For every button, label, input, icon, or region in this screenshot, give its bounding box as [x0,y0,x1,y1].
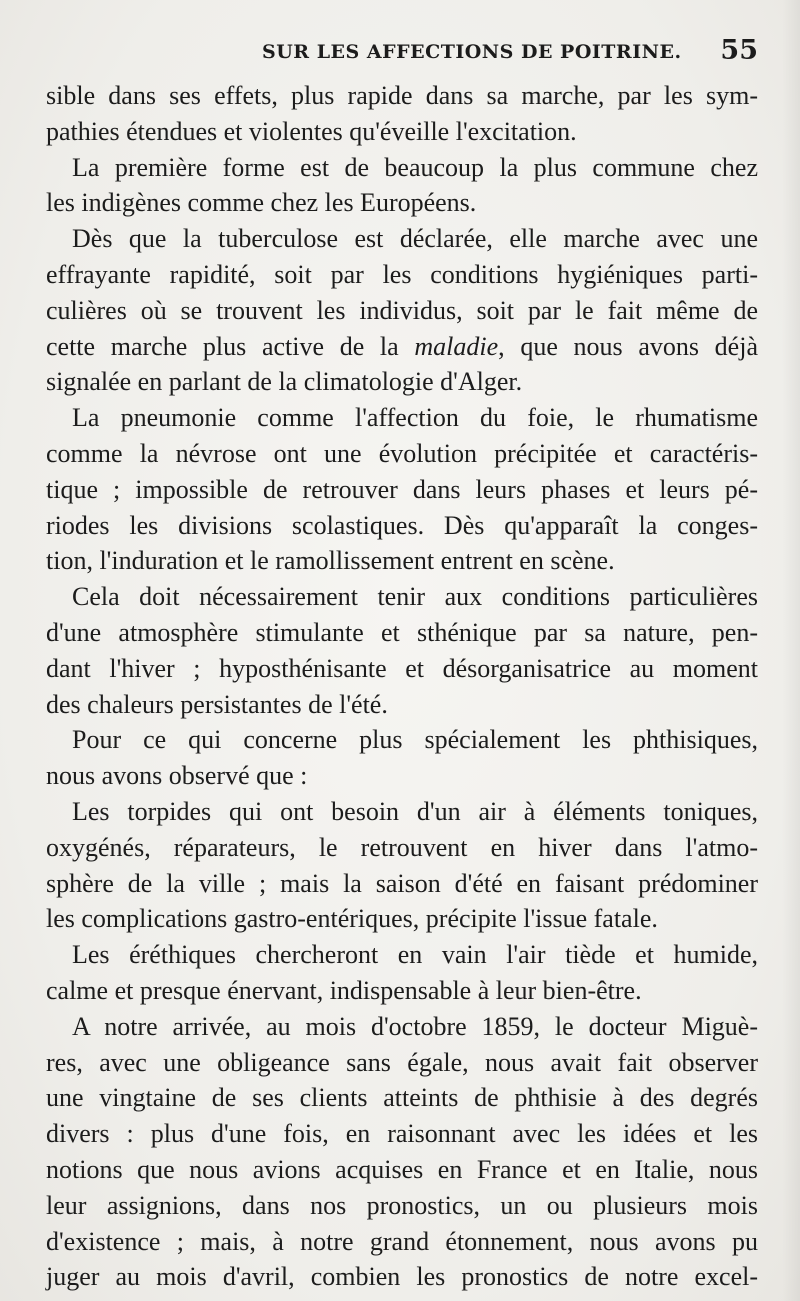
text-line: effrayante rapidité, soit par les conditions hygiéniques parti- [46,259,758,289]
text-line: sible dans ses effets, plus rapide dans sa marche, par les sym- [46,81,758,110]
text-line: culières où se trouvent les individus, soit par le fait même de [46,295,758,325]
text-line: Les torpides qui ont besoin d'un air à éléments toniques, [72,796,758,826]
text-line: calme et presque énervant, indispensable à leur bien-être. [46,975,642,1005]
text-line: riodes les divisions scolastiques. Dès qu'apparaît la conges- [46,510,758,540]
text-line: A notre arrivée, au mois d'octobre 1859, le docteur Miguè- [72,1011,758,1041]
text-line: leur assignions, dans nos pronostics, un ou plusieurs mois [46,1190,758,1220]
paragraph [46,579,758,722]
text-line: d'existence ; mais, à notre grand étonnement, nous avons pu [46,1226,758,1256]
text-segment: , que nous avons déjà [498,331,758,361]
text-line: Cela doit nécessairement tenir aux conditions particulières [72,582,758,612]
text-line: La pneumonie comme l'affection du foie, le rhumatisme [72,403,758,433]
paragraph [46,78,758,150]
paragraph [46,150,758,222]
paragraph [46,400,758,579]
body-text [46,78,758,1295]
text-line: tion, l'induration et le ramollissement entrent en scène. [46,546,615,576]
text-line: tique ; impossible de retrouver dans leurs phases et leurs pé- [46,474,758,504]
page-header [46,33,758,73]
paragraph [46,794,758,937]
text-line: oxygénés, réparateurs, le retrouvent en hiver dans l'atmo- [46,832,758,862]
text-line: comme la névrose ont une évolution précipitée et caractéris- [46,438,758,468]
text-line: une vingtaine de ses clients atteints de phthisie à des degrés [46,1083,758,1113]
paragraph [46,722,758,794]
italic-word: maladie [414,331,499,361]
text-line: Dès que la tuberculose est déclarée, elle marche avec une [72,224,758,254]
text-line: res, avec une obligeance sans égale, nous avait fait observer [46,1047,758,1077]
text-line: Les éréthiques chercheront en vain l'air tiède et humide, [72,940,758,970]
text-line [46,329,758,365]
text-line: les indigènes comme chez les Européens. [46,188,477,218]
text-segment: cette marche plus active de la [46,331,415,361]
text-line: nous avons observé que : [46,761,308,791]
text-line: signalée en parlant de la climatologie d'Alger. [46,367,523,397]
paragraph [46,937,758,1009]
page-edge-shadow [782,0,800,1301]
paragraph [46,1009,758,1295]
text-line: dant l'hiver ; hyposthénisante et désorganisatrice au moment [46,653,758,683]
text-line: d'une atmosphère stimulante et sthénique par sa nature, pen- [46,617,758,647]
text-line: pathies étendues et violentes qu'éveille l'excitation. [46,116,577,146]
text-line: Pour ce qui concerne plus spécialement les phthisiques, [72,725,758,755]
text-line: notions que nous avions acquises en France et en Italie, nous [46,1154,758,1184]
text-line: La première forme est de beaucoup la plus commune chez [72,152,758,182]
running-head: SUR LES AFFECTIONS DE POITRINE. [262,41,682,63]
text-line: les complications gastro-entériques, précipite l'issue fatale. [46,904,658,934]
paragraph [46,221,758,400]
text-line: des chaleurs persistantes de l'été. [46,689,388,719]
text-line: divers : plus d'une fois, en raisonnant avec les idées et les [46,1119,758,1149]
page-number: 55 [720,35,758,66]
text-line: sphère de la ville ; mais la saison d'été en faisant prédominer [46,868,758,898]
text-line: juger au mois d'avril, combien les pronostics de notre excel- [46,1262,758,1292]
